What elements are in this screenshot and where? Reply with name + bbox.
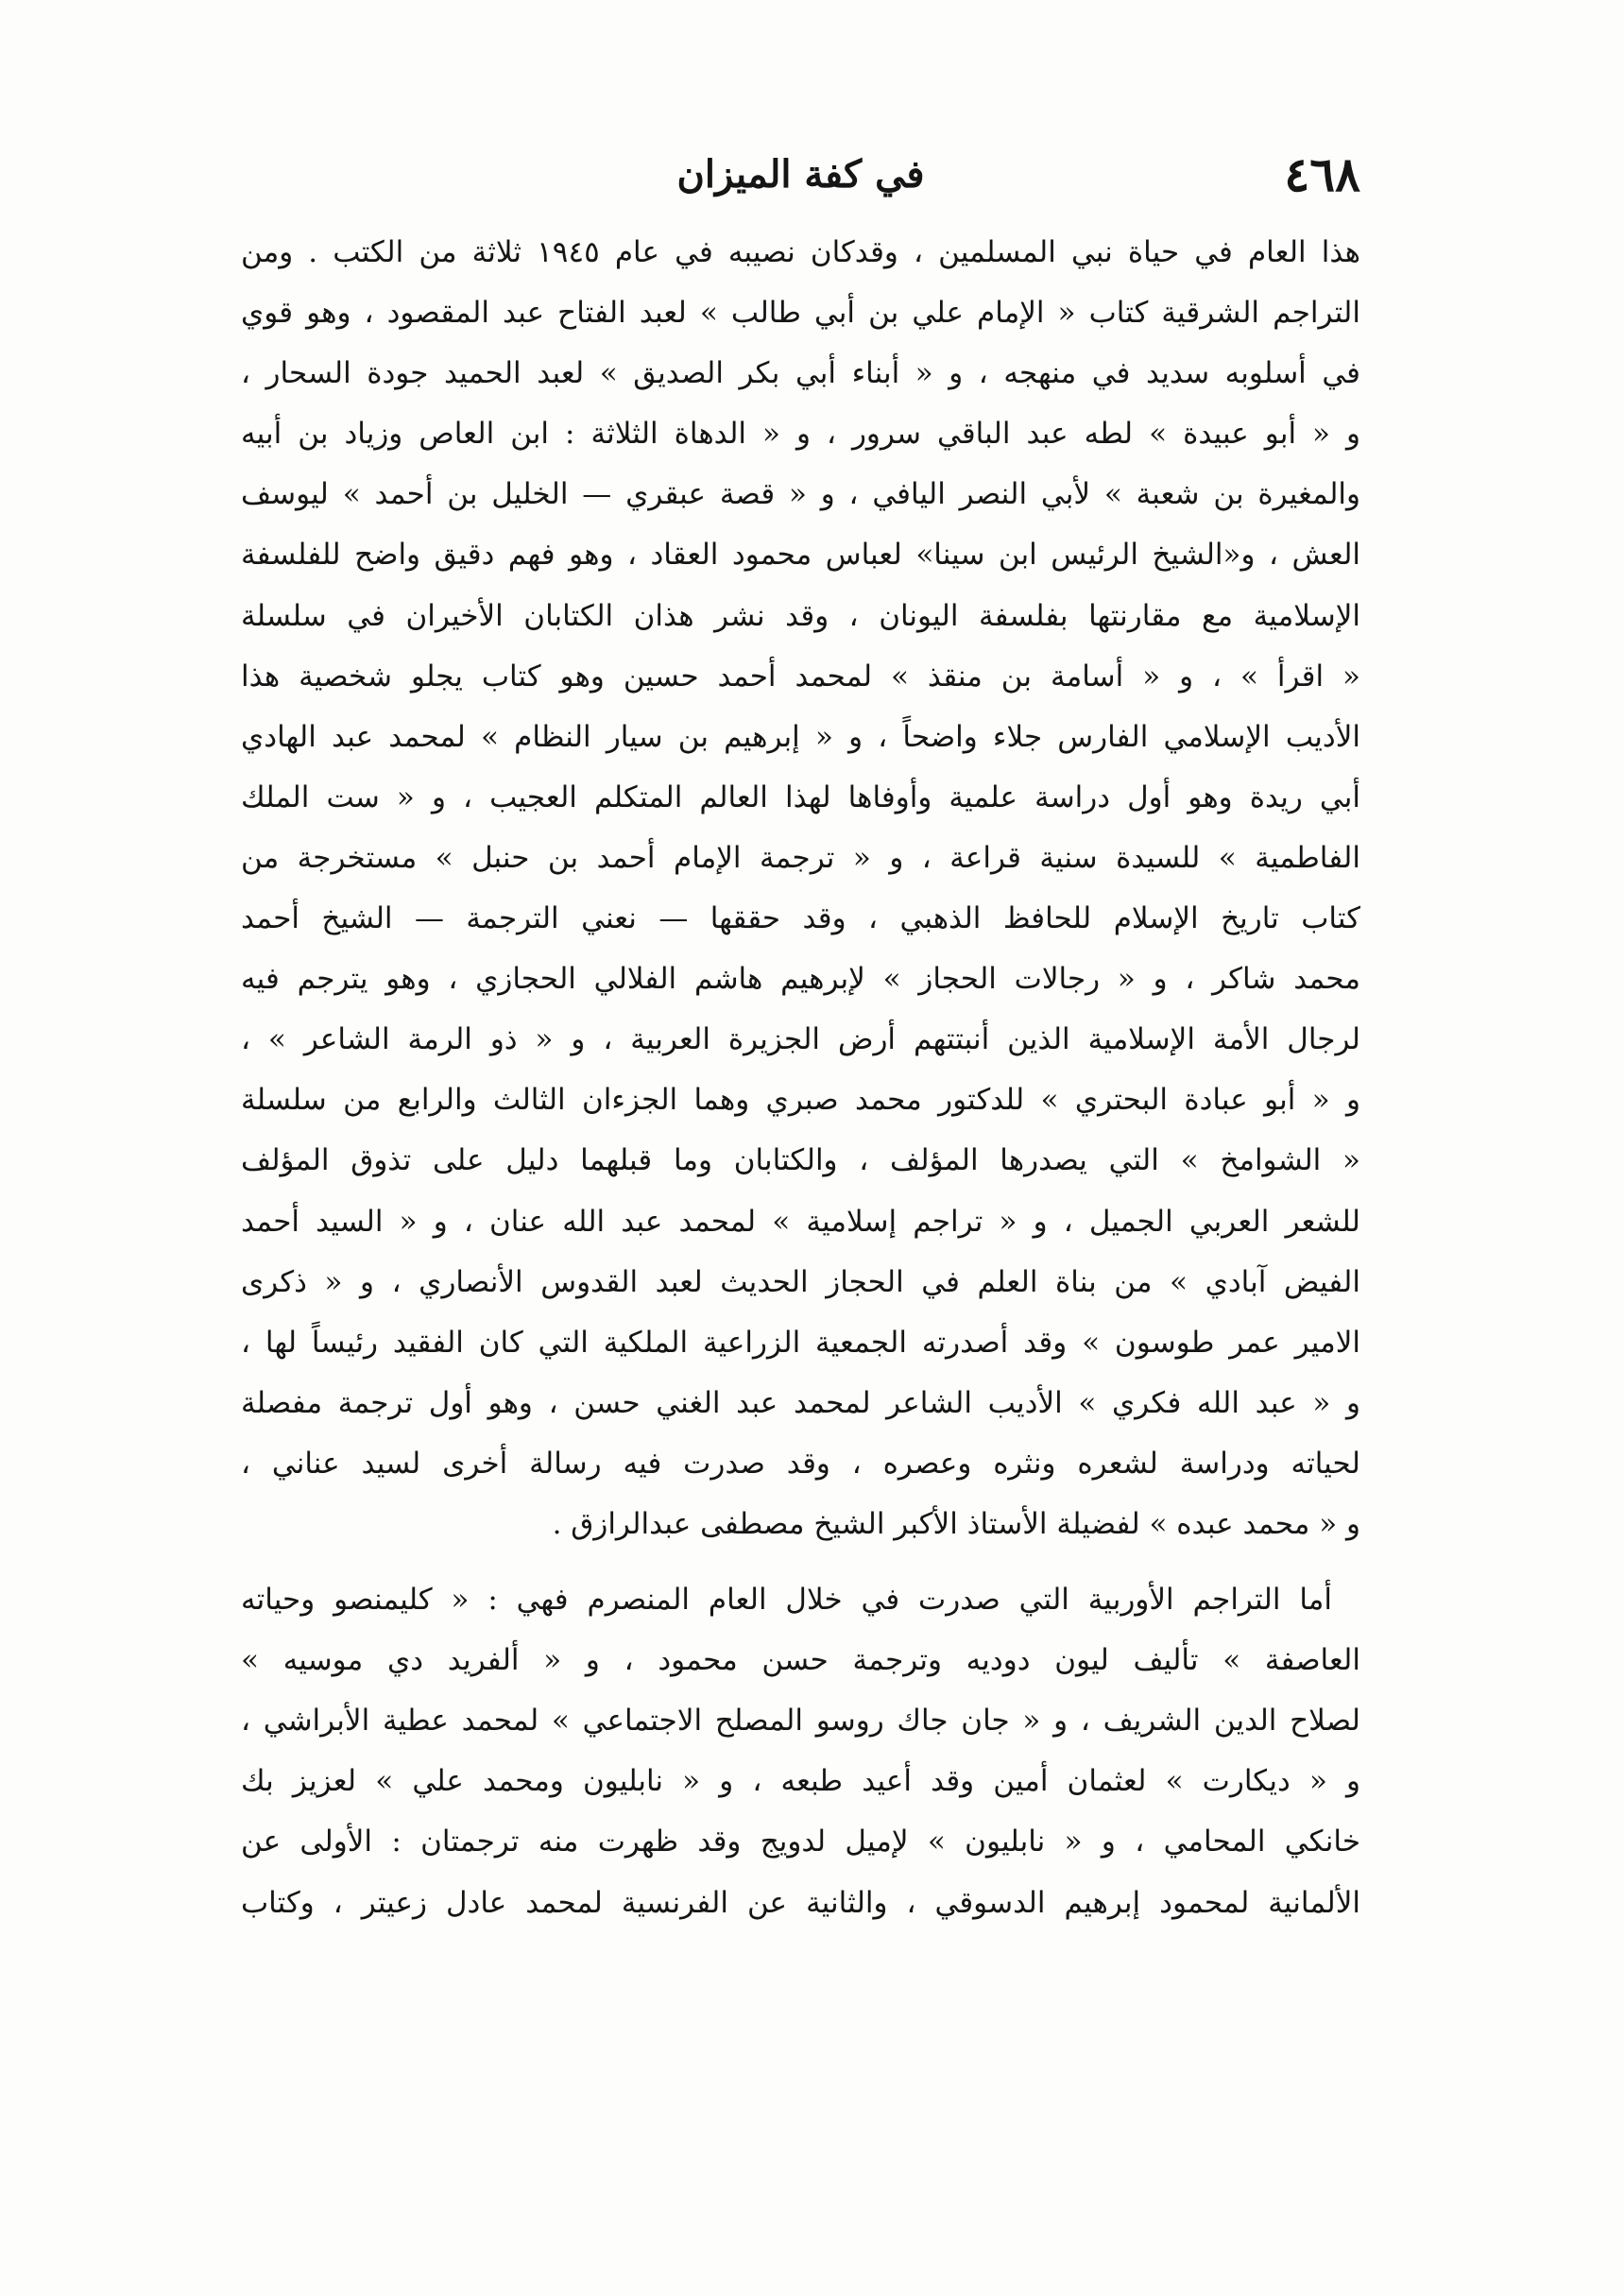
text-line: خانكي المحامي ، و « نابليون » لإميل لدويج وقد ظهرت منه ترجمتان : الأولى عن xyxy=(241,1825,1360,1859)
text-line: « الشوامخ » التي يصدرها المؤلف ، والكتابان وما قبلهما دليل على تذوق المؤلف xyxy=(241,1143,1360,1178)
text-line: الفاطمية » للسيدة سنية قراعة ، و « ترجمة الإمام أحمد بن حنبل » مستخرجة من xyxy=(241,840,1360,875)
text-line: « اقرأ » ، و « أسامة بن منقذ » لمحمد أحمد حسين وهو كتاب يجلو شخصية هذا xyxy=(241,659,1360,694)
text-line: و « محمد عبده » لفضيلة الأستاذ الأكبر الشيخ مصطفى عبدالرازق . xyxy=(552,1506,1360,1541)
text-line: أبي ريدة وهو أول دراسة علمية وأوفاها لهذا العالم المتكلم العجيب ، و « ست الملك xyxy=(241,780,1360,814)
text-line: أما التراجم الأوربية التي صدرت في خلال العام المنصرم فهي : « كليمنصو وحياته xyxy=(241,1583,1332,1618)
text-line: العش ، و«الشيخ الرئيس ابن سينا» لعباس محمود العقاد ، وهو فهم دقيق واضح للفلسفة xyxy=(241,538,1360,573)
paragraph xyxy=(241,1569,1360,1933)
paragraph xyxy=(241,222,1360,1554)
text-line: الفيض آبادي » من بناة العلم في الحجاز الحديث لعبد القدوس الأنصاري ، و « ذكرى xyxy=(241,1264,1360,1299)
text-line: الأديب الإسلامي الفارس جلاء واضحاً ، و « إبرهيم بن سيار النظام » لمحمد عبد الهادي xyxy=(241,719,1360,754)
running-title: في كفة الميزان xyxy=(676,152,925,197)
text-line: هذا العام في حياة نبي المسلمين ، وقدكان نصيبه في عام ١٩٤٥ ثلاثة من الكتب . ومن xyxy=(241,235,1360,269)
text-line: للشعر العربي الجميل ، و « تراجم إسلامية » لمحمد عبد الله عنان ، و « السيد أحمد xyxy=(241,1204,1360,1239)
text-line: التراجم الشرقية كتاب « الإمام علي بن أبي طالب » لعبد الفتاح عبد المقصود ، وهو قوي xyxy=(241,296,1360,331)
text-line: العاصفة » تأليف ليون دوديه وترجمة حسن محمود ، و « ألفريد دي موسيه » xyxy=(241,1643,1360,1678)
text-line: كتاب تاريخ الإسلام للحافظ الذهبي ، وقد حققها — نعني الترجمة — الشيخ أحمد xyxy=(241,901,1360,936)
text-line: الامير عمر طوسون » وقد أصدرته الجمعية الزراعية الملكية التي كان الفقيد رئيساً لها ، xyxy=(241,1325,1360,1360)
text-line: والمغيرة بن شعبة » لأبي النصر اليافي ، و « قصة عبقري — الخليل بن أحمد » ليوسف xyxy=(241,477,1360,512)
text-line: و « أبو عبادة البحتري » للدكتور محمد صبري وهما الجزءان الثالث والرابع من سلسلة xyxy=(241,1083,1360,1118)
text-line: في أسلوبه سديد في منهجه ، و « أبناء أبي بكر الصديق » لعبد الحميد جودة السحار ، xyxy=(241,356,1360,391)
text-line: و « عبد الله فكري » الأديب الشاعر لمحمد عبد الغني حسن ، وهو أول ترجمة مفصلة xyxy=(241,1385,1360,1420)
text-line: لرجال الأمة الإسلامية الذين أنبتتهم أرض الجزيرة العربية ، و « ذو الرمة الشاعر » ، xyxy=(241,1022,1360,1057)
text-line: لحياته ودراسة لشعره ونثره وعصره ، وقد صدرت فيه رسالة أخرى لسيد عناني ، xyxy=(241,1446,1360,1481)
text-line: و « ديكارت » لعثمان أمين وقد أعيد طبعه ، و « نابليون ومحمد علي » لعزيز بك xyxy=(241,1764,1360,1799)
page-number: ٤٦٨ xyxy=(1284,146,1360,202)
running-header xyxy=(241,142,1360,208)
text-line: لصلاح الدين الشريف ، و « جان جاك روسو المصلح الاجتماعي » لمحمد عطية الأبراشي ، xyxy=(241,1704,1360,1739)
text-line: الإسلامية مع مقارنتها بفلسفة اليونان ، وقد نشر هذان الكتابان الأخيران في سلسلة xyxy=(241,598,1360,633)
text-line: محمد شاكر ، و « رجالات الحجاز » لإبرهيم هاشم الفلالي الحجازي ، وهو يترجم فيه xyxy=(241,962,1360,997)
text-line: و « أبو عبيدة » لطه عبد الباقي سرور ، و « الدهاة الثلاثة : ابن العاص وزياد بن أبيه xyxy=(241,417,1360,452)
body-text xyxy=(241,222,1360,1933)
text-line: الألمانية لمحمود إبرهيم الدسوقي ، والثانية عن الفرنسية لمحمد عادل زعيتر ، وكتاب xyxy=(241,1885,1360,1920)
